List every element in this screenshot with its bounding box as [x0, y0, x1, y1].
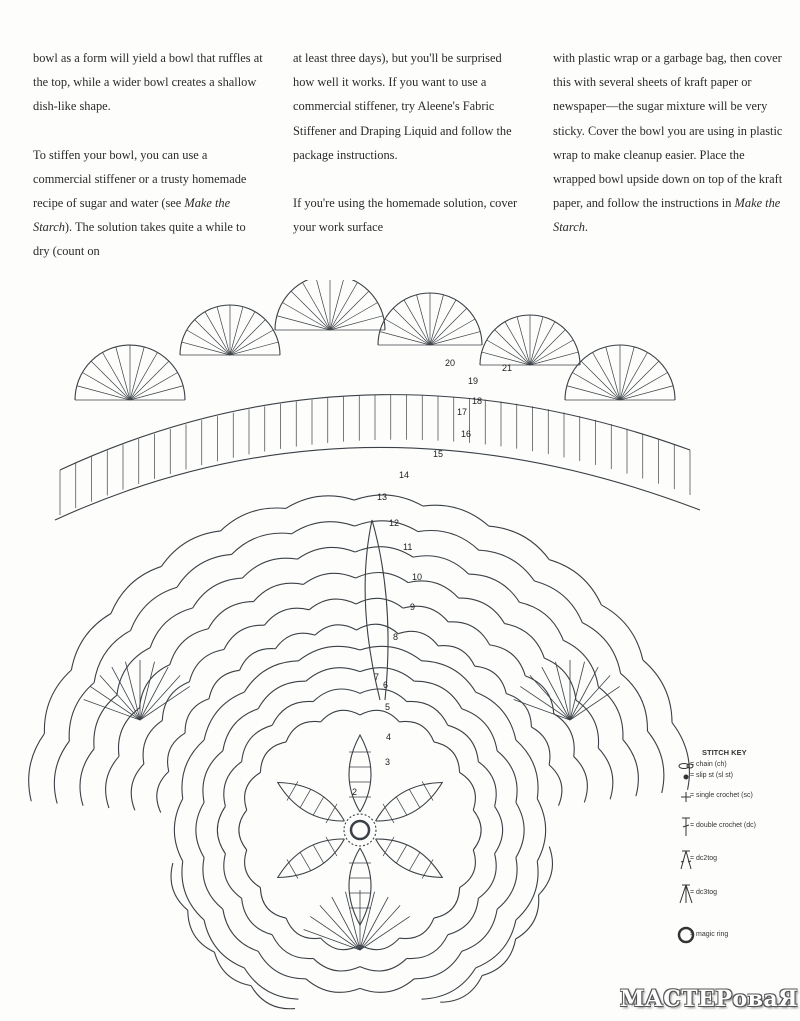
- fan-stitch: [517, 317, 530, 365]
- chain-loop: [357, 624, 399, 633]
- text-run: .: [584, 220, 588, 235]
- chain-loop: [356, 573, 408, 583]
- chain-loop: [260, 742, 286, 773]
- chain-loop: [355, 521, 418, 532]
- chain-loop: [554, 714, 574, 757]
- stitch-key-label: = dc3tog: [690, 889, 718, 896]
- round-number-label: 9: [410, 602, 416, 612]
- chain-loop: [245, 850, 261, 888]
- chain-loop: [516, 740, 538, 799]
- round-number-label: 4: [386, 732, 392, 742]
- chain-loop: [549, 765, 562, 806]
- chain-loop: [182, 861, 204, 920]
- chain-loop: [203, 751, 223, 803]
- fan-stitch: [277, 316, 330, 330]
- chain-loop: [131, 764, 144, 810]
- text-column-right: [553, 46, 785, 264]
- border-line: [55, 447, 700, 520]
- petal-stitch: [409, 852, 420, 871]
- text-column-middle: [293, 46, 525, 263]
- fan-stitch: [530, 317, 543, 365]
- fan-stitch: [430, 295, 443, 345]
- chain-loop: [360, 979, 414, 993]
- stitch-key-label: = double crochet (dc): [690, 822, 756, 829]
- chain-loop: [258, 951, 306, 979]
- chain-loop: [232, 533, 292, 554]
- chain-loop: [208, 602, 253, 629]
- fan-stitch: [182, 342, 230, 355]
- chain-loop: [286, 496, 354, 509]
- chain-loop: [495, 806, 503, 853]
- chain-loop: [224, 854, 242, 899]
- fan-stitch: [417, 295, 430, 345]
- chain-loop: [478, 854, 496, 899]
- chain-loop: [360, 710, 399, 722]
- chain-loop: [94, 695, 117, 748]
- chain-loop: [111, 566, 161, 613]
- stitch-key-title: STITCH KEY: [702, 748, 747, 757]
- round-number-label: 5: [385, 702, 391, 712]
- chain-loop: [260, 888, 286, 919]
- round-number-label: 10: [412, 572, 423, 582]
- paragraph: [33, 143, 265, 264]
- stitch-key-label: = slip st (sl st): [690, 772, 733, 779]
- chain-loop: [161, 531, 220, 567]
- chain-loop: [482, 939, 516, 976]
- fan-stitch: [130, 386, 183, 400]
- chain-loop: [537, 799, 545, 862]
- chain-loop: [189, 650, 224, 682]
- chain-loop: [476, 692, 516, 740]
- chain-loop: [244, 968, 298, 999]
- round-number-label: 14: [399, 470, 410, 480]
- chain-loop: [422, 661, 476, 692]
- stitch-key-label: = single crochet (sc): [690, 792, 753, 799]
- chain-loop: [398, 631, 438, 646]
- chain-loop: [254, 583, 304, 601]
- round-number-label: 6: [383, 680, 389, 690]
- chain-loop: [309, 599, 356, 610]
- chain-loop: [240, 649, 276, 671]
- fan-stitch: [620, 386, 673, 400]
- chain-loop: [298, 646, 360, 661]
- chain-loop: [196, 803, 204, 858]
- chain-loop: [306, 979, 360, 993]
- chain-loop: [313, 958, 360, 971]
- petal-stitch: [313, 796, 324, 815]
- chain-loop: [223, 909, 258, 951]
- chain-loop: [497, 751, 517, 803]
- chain-loop: [315, 625, 356, 635]
- fan-stitch: [130, 347, 144, 400]
- chain-loop: [224, 762, 242, 807]
- text-run: ). The solution takes quite a while to dry (count on: [33, 220, 246, 259]
- paragraph: [553, 46, 785, 240]
- chain-loop: [516, 803, 524, 858]
- chain-loop: [242, 898, 273, 934]
- chain-loop: [224, 625, 264, 649]
- chain-loop: [360, 689, 407, 702]
- paragraph: bowl as a form will yield a bowl that ruffles at the top, while a wider bowl creates a shallow dish-like shape.: [33, 51, 263, 114]
- chain-loop: [54, 741, 69, 803]
- chain-loop: [162, 682, 189, 721]
- chain-loop: [576, 700, 599, 748]
- petal-stitch: [300, 789, 311, 808]
- petal-stitch: [300, 852, 311, 871]
- fan-stitch: [620, 347, 634, 400]
- chain-loop: [303, 573, 355, 584]
- chain-loop: [399, 721, 434, 741]
- book-reference: Make the Starch: [553, 196, 781, 235]
- chain-loop: [171, 863, 188, 910]
- round-number-label: 11: [403, 542, 413, 552]
- chain-loop: [275, 633, 315, 649]
- chain-loop: [408, 581, 458, 598]
- chain-loop: [182, 740, 204, 799]
- chain-loop: [185, 699, 209, 733]
- stitch-key-label: = chain (ch): [690, 761, 727, 768]
- chain-loop: [516, 861, 538, 920]
- chain-loop: [582, 623, 620, 674]
- watermark-logo: МАСТЕРоваЯ: [620, 986, 799, 1012]
- chain-loop: [531, 727, 550, 765]
- chain-loop: [221, 508, 286, 531]
- chain-loop: [360, 958, 407, 971]
- chain-loop: [131, 587, 177, 630]
- round-number-label: 15: [433, 449, 444, 459]
- fan-stitch: [77, 386, 130, 400]
- fan-stitch: [116, 347, 130, 400]
- chain-loop: [354, 495, 423, 506]
- chain-loop: [251, 986, 295, 1009]
- magic-ring: [351, 821, 369, 839]
- chain-loop: [306, 668, 360, 682]
- book-reference: Make the Starch: [33, 196, 231, 235]
- chain-loop: [29, 734, 45, 802]
- chain-loop: [245, 773, 261, 811]
- round-number-label: 3: [385, 757, 391, 767]
- petal-stitch: [409, 789, 420, 808]
- chain-loop: [418, 531, 479, 551]
- chain-loop: [71, 614, 111, 671]
- chain-loop: [204, 692, 244, 740]
- chain-loop: [434, 742, 460, 773]
- petal-stitch: [313, 844, 324, 863]
- round-number-label: 8: [393, 632, 399, 642]
- chain-loop: [647, 731, 663, 793]
- chain-loop: [462, 709, 497, 751]
- round-number-label: 13: [377, 492, 388, 502]
- fan-stitch: [430, 332, 480, 345]
- chain-loop: [440, 976, 482, 1003]
- chain-loop: [140, 665, 170, 708]
- chain-loop: [356, 598, 403, 608]
- chain-loop: [448, 725, 479, 761]
- fan-stitch: [567, 386, 620, 400]
- chain-loop: [286, 721, 321, 741]
- chain-loop: [193, 578, 243, 608]
- chain-loop: [490, 645, 526, 676]
- chain-loop: [423, 505, 489, 526]
- chain-loop: [143, 720, 162, 763]
- chain-loop: [297, 547, 355, 559]
- chain-loop: [203, 857, 223, 909]
- chain-loop: [478, 762, 496, 807]
- paragraph: If you're using the homemade solution, cover your work surface: [293, 196, 518, 235]
- chain-loop: [80, 749, 94, 806]
- chain-loop: [534, 581, 582, 623]
- petal: [349, 735, 371, 812]
- chain-loop: [598, 687, 623, 740]
- slip-stitch-symbol: [684, 775, 688, 779]
- chain-loop: [643, 660, 672, 723]
- chain-loop: [118, 708, 139, 756]
- chain-loop: [434, 888, 460, 919]
- round-number-label: 7: [374, 672, 380, 682]
- fan-stitch: [330, 316, 383, 330]
- fan-stitch: [530, 352, 578, 365]
- chain-loop: [264, 608, 309, 625]
- fan-stitch: [230, 307, 243, 355]
- chain-loop: [549, 560, 601, 605]
- petal-stitch: [396, 844, 407, 863]
- chain-loop: [519, 602, 563, 640]
- round-number-label: 20: [445, 358, 456, 368]
- paragraph: at least three days), but you'll be surprised how well it works. If you want to use a commercial stiffener, try Aleene's Fabric Stiffener and Draping Liquid and follow the package instructions.: [293, 51, 512, 162]
- chain-loop: [489, 526, 549, 559]
- chain-loop: [209, 670, 240, 699]
- round-number-label: 16: [461, 429, 472, 439]
- ring-round: [344, 814, 376, 846]
- chain-loop: [69, 683, 94, 742]
- chain-loop: [239, 810, 247, 850]
- chain-loop: [497, 857, 517, 909]
- chain-loop: [469, 574, 520, 602]
- petal: [376, 783, 443, 822]
- chain-loop: [473, 810, 481, 850]
- chain-loop: [623, 739, 639, 796]
- chain-loop: [223, 709, 258, 751]
- round-number-label: 17: [457, 407, 468, 417]
- chain-loop: [242, 725, 273, 761]
- text-run: with plastic wrap or a garbage bag, then cover this with several sheets of kraft paper or newspaper—the sugar mixture will be very sticky. Cover the bowl you are using in plastic wrap to make cleanup easier. Place the wrapped bowl upside down on top of the kraft paper, and follow the instructions in: [553, 51, 783, 211]
- chain-loop: [460, 850, 476, 888]
- chain-loop: [174, 799, 182, 862]
- chain-loop: [243, 558, 298, 578]
- chain-loop: [313, 689, 360, 702]
- text-run: To stiffen your bowl, you can use a commercial stiffener or a trusty homemade recipe of sugar and water (see: [33, 147, 247, 211]
- chain-loop: [150, 608, 193, 648]
- chain-loop: [244, 661, 298, 692]
- chain-loop: [601, 605, 643, 660]
- text-column-left: [33, 46, 265, 288]
- round-number-label: 12: [389, 518, 400, 528]
- chain-loop: [157, 772, 169, 813]
- stitch-key-label: = dc2tog: [690, 855, 718, 862]
- chain-loop: [598, 748, 613, 799]
- chain-loop: [286, 918, 321, 938]
- fan-stitch: [380, 332, 430, 345]
- petal: [376, 839, 443, 878]
- chain-loop: [476, 920, 516, 968]
- chain-loop: [448, 622, 489, 645]
- double-crochet-symbol: [682, 818, 690, 836]
- chain-loop: [414, 951, 462, 979]
- leaf-stitch: [84, 699, 140, 720]
- petal: [278, 783, 345, 822]
- chain-loop: [94, 631, 130, 683]
- chain-loop: [621, 673, 648, 731]
- round-number-label: 19: [468, 376, 479, 386]
- chain-loop: [292, 522, 355, 534]
- chain-loop: [475, 666, 507, 693]
- chain-loop: [438, 646, 475, 667]
- chain-loop: [574, 756, 588, 802]
- chain-loop: [258, 681, 306, 709]
- chain-loop: [399, 918, 434, 938]
- fan-stitch: [230, 342, 278, 355]
- chain-loop: [462, 909, 497, 951]
- round-number-label: 21: [502, 363, 513, 373]
- chain-loop: [414, 681, 462, 709]
- round-number-label: 18: [472, 396, 483, 406]
- chain-loop: [458, 598, 504, 624]
- petal-stitch: [396, 796, 407, 815]
- round-number-label: 2: [352, 787, 358, 797]
- chain-loop: [204, 920, 244, 968]
- chain-loop: [321, 710, 360, 722]
- chain-loop: [448, 898, 479, 934]
- fan-stitch: [217, 307, 230, 355]
- chain-loop: [168, 733, 186, 771]
- chain-loop: [44, 670, 71, 734]
- stitch-key-label: = magic ring: [690, 931, 729, 938]
- chain-loop: [460, 773, 476, 811]
- fan-stitch: [606, 347, 620, 400]
- petal: [278, 839, 345, 878]
- chain-loop: [106, 756, 119, 808]
- chain-loop: [217, 806, 225, 853]
- chain-loop: [563, 640, 598, 686]
- leaf-stitch: [514, 699, 570, 720]
